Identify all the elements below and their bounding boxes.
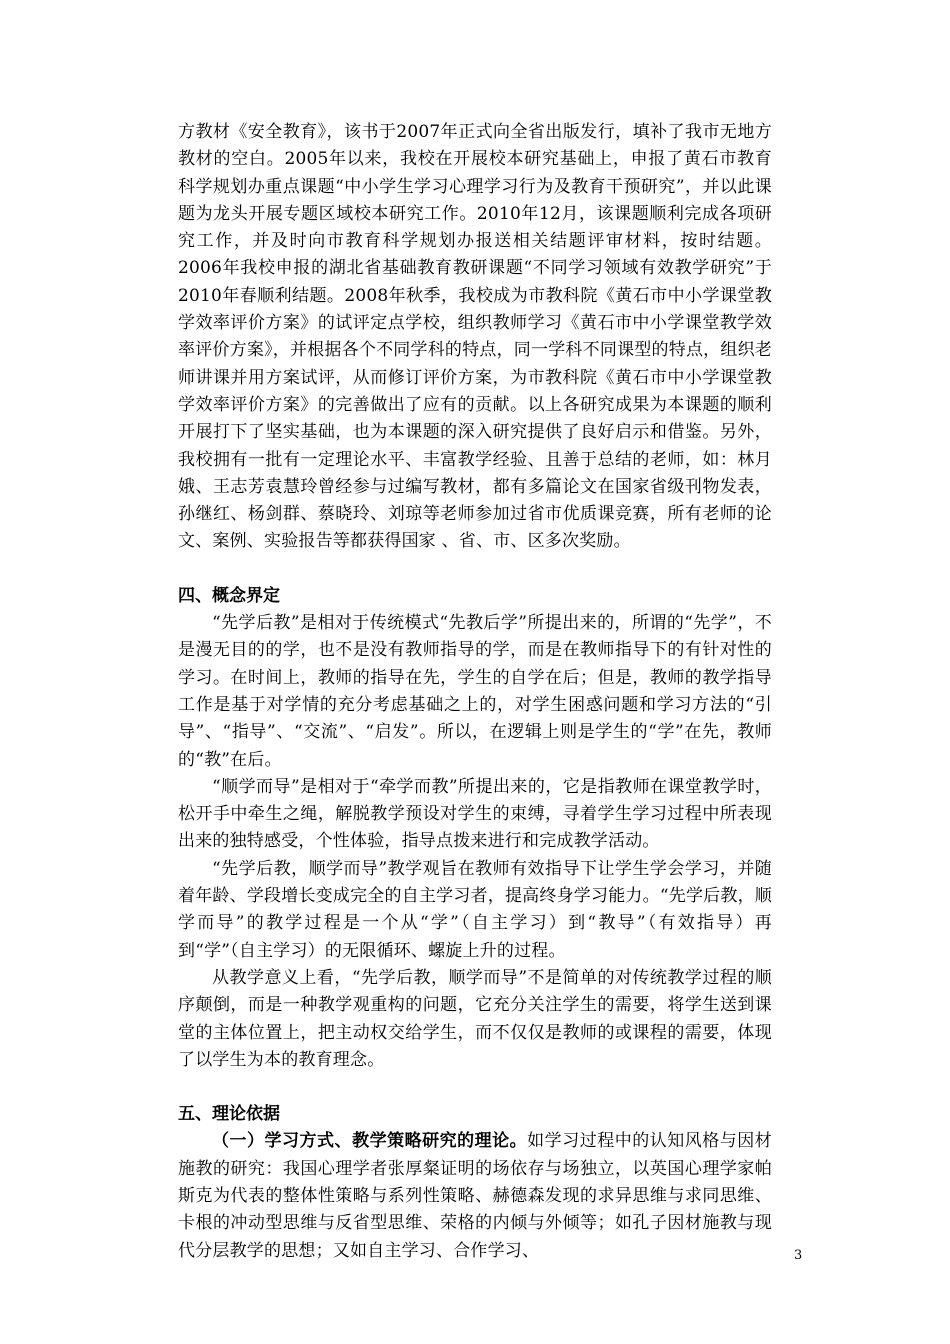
concept-paragraph-1: “先学后教”是相对于传统模式“先教后学”所提出来的，所谓的“先学”，不是漫无目的的学，也不是没有教师指导的学，而是在教师指导下的有针对性的学习。在时间上，教师的指导在先，学生的自学在后；但是，教师的教学指导工作是基于对学情的充分考虑基础之上的，对学生困惑问题和学习方法的“引导”、“指导”、“交流”、“启发”。所以，在逻辑上则是学生的“学”在先，教师的“教”在后。 [178,613,772,770]
concept-paragraph-3: “先学后教，顺学而导”教学观旨在教师有效指导下让学生学会学习，并随着年龄、学段增长变成完全的自主学习者，提高终身学习能力。“先学后教，顺学而导”的教学过程是一个从“学”（自主学习）到“教导”（有效指导）再到“学”（自主学习）的无限循环、螺旋上升的过程。 [178,858,772,961]
section-heading-concepts: 四、概念界定 [178,585,280,606]
theory-subheading: （一）学习方式、教学策略研究的理论。 [212,1131,528,1152]
theory-paragraph-text: 如学习过程中的认知风格与因材施教的研究：我国心理学者张厚粲证明的场依存与场独立，以英国心理学家帕斯克为代表的整体性策略与系列性策略、赫德森发现的求异思维与求同思维、卡根的冲动型思维与反省型思维、荣格的内倾与外倾等；如孔子因材施教与现代分层教学的思想；又如自主学习、合作学习、 [178,1131,772,1261]
concept-paragraph-2: “顺学而导”是相对于“牵学而教”所提出来的，它是指教师在课堂教学时，松开手中牵生之绳，解脱教学预设对学生的束缚，寻着学生学习过程中所表现出来的独特感受，个性体验，指导点拨来进行和完成教学活动。 [178,776,772,852]
section-heading-theory: 五、理论依据 [178,1104,280,1125]
concept-paragraph-4: 从教学意义上看，“先学后教，顺学而导”不是简单的对传统教学过程的顺序颠倒，而是一种教学观重构的问题，它充分关注学生的需要，将学生送到课堂的主体位置上，把主动权交给学生，而不仅仅是教师的或课程的需要，体现了以学生为本的教育理念。 [178,967,772,1070]
section-gap [178,556,772,583]
page-number: 3 [794,1248,803,1263]
intro-paragraph: 方教材《安全教育》，该书于2007年正式向全省出版发行，填补了我市无地方教材的空白。2005年以来，我校在开展校本研究基础上，申报了黄石市教育科学规划办重点课题“中小学生学习心理学习行为及教育干预研究”，并以此课题为龙头开展专题区域校本研究工作。2010年12月，该课题顺利完成各项研究工作，并及时向市教育科学规划办报送相关结题评审材料，按时结题。2006年我校申报的湖北省基础教育教研课题“不同学习领域有效教学研究”于2010年春顺利结题。2008年秋季，我校成为市教科院《黄石市中小学课堂教学效率评价方案》的试评定点学校，组织教师学习《黄石市中小学课堂教学效率评价方案》，并根据各个不同学科的特点，同一学科不同课型的特点，组织老师讲课并用方案试评，从而修订评价方案，为市教科院《黄石市中小学课堂教学效率评价方案》的完善做出了应有的贡献。以上各研究成果为本课题的顺利开展打下了坚实基础，也为本课题的深入研究提供了良好启示和借鉴。另外，我校拥有一批有一定理论水平、丰富教学经验、且善于总结的老师，如：林月娥、王志芳袁慧玲曾经参与过编写教材，都有多篇论文在国家省级刊物发表，孙继红、杨剑群、蔡晓玲、刘琼等老师参加过省市优质课竞赛，所有老师的论文、案例、实验报告等都获得国家 、省、市、区多次奖励。 [178,122,772,552]
section-gap [178,1074,772,1101]
page-content [178,119,772,1265]
theory-paragraph [178,1128,772,1264]
